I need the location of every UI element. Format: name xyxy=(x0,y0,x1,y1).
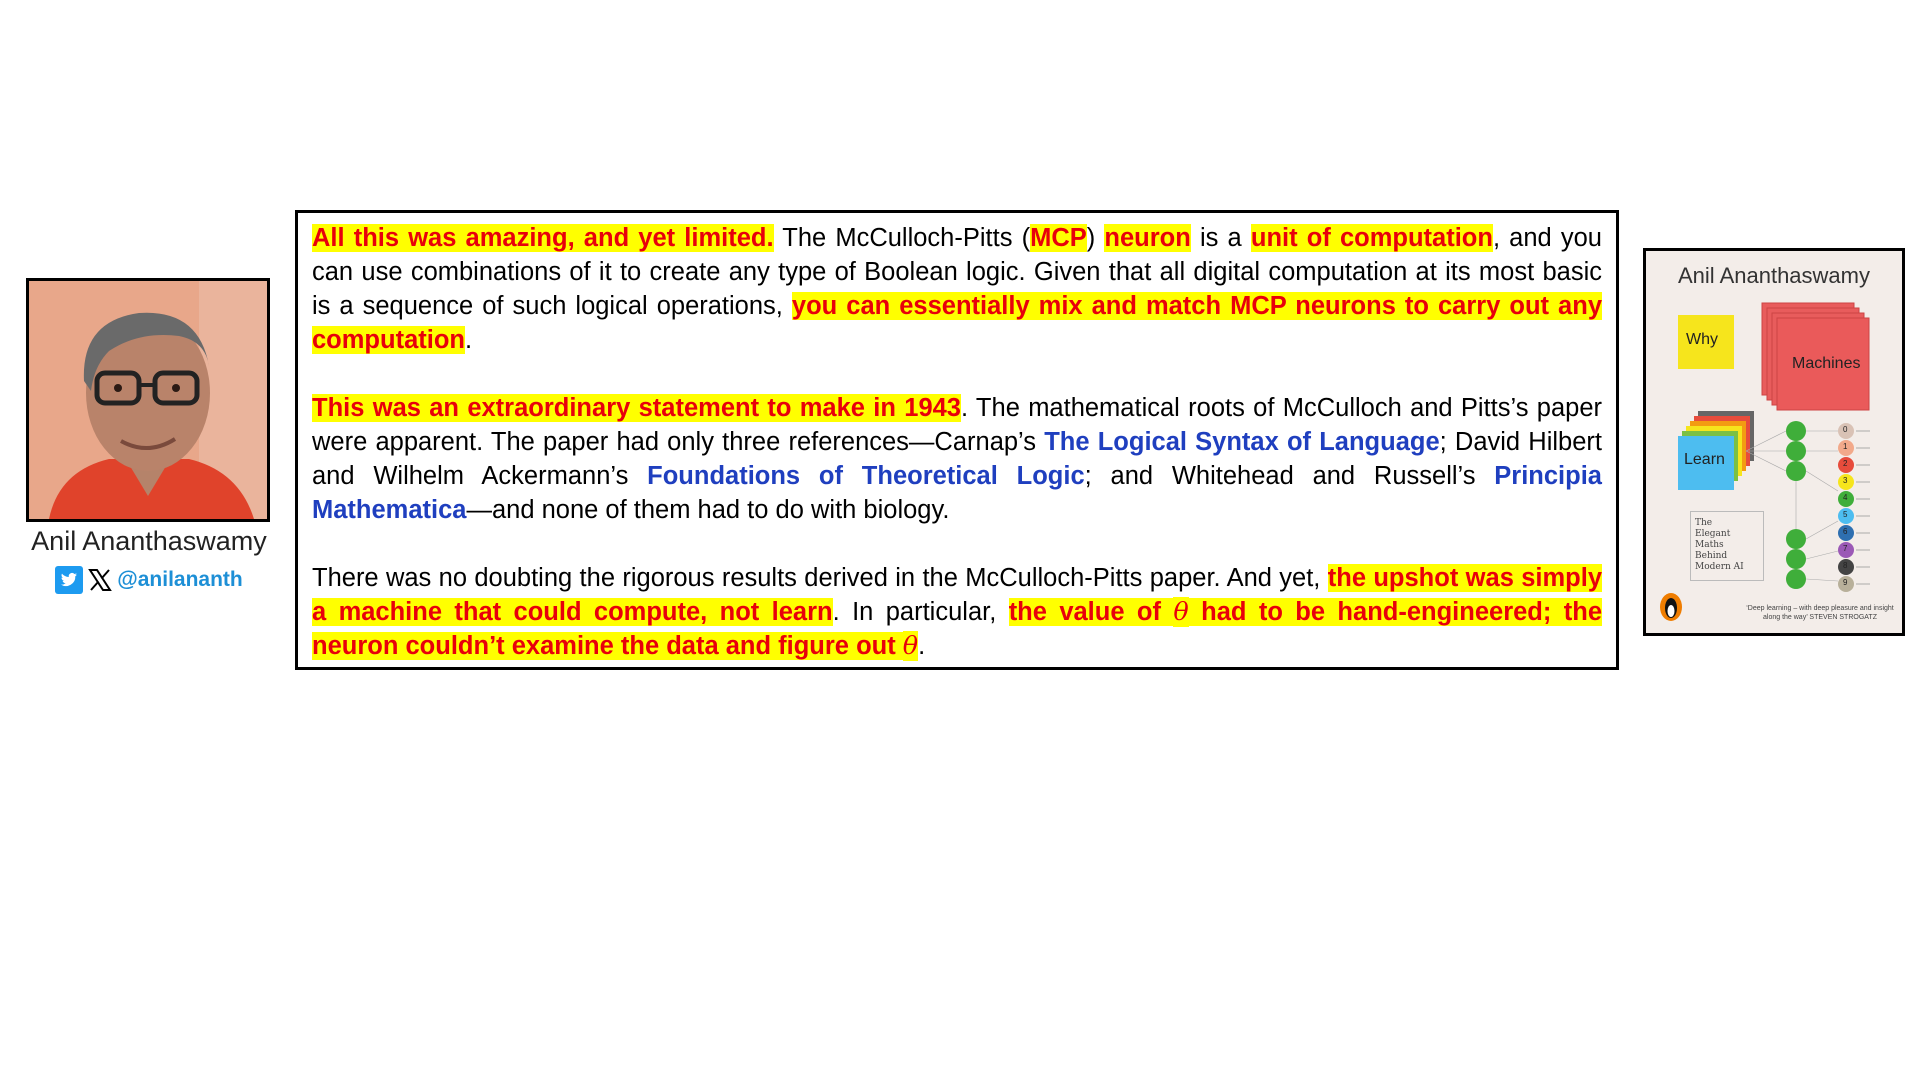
paragraph-2 xyxy=(312,391,1602,527)
text: . The mathematical roots of McCulloch and Pitts’s paper were apparent. The paper had only three references—Carnap’s xyxy=(312,394,1603,456)
book-author: Anil Ananthaswamy xyxy=(1678,263,1870,288)
book-word-learn: Learn xyxy=(1684,451,1725,468)
highlight: you can essentially mix and match MCP neurons to carry out any computation xyxy=(312,292,1602,354)
book-subtitle-line: Modern AI xyxy=(1695,562,1744,572)
book-word-why: Why xyxy=(1686,331,1718,348)
text: ) xyxy=(1086,224,1105,252)
x-icon[interactable] xyxy=(87,567,113,593)
text: , and you can use combinations of it to create any type of Boolean logic. Given that all digital computation at its most basic is a sequence of such logical operations, xyxy=(312,224,1602,320)
twitter-handle[interactable]: @anilananth xyxy=(117,568,243,591)
book-subtitle-line: Maths xyxy=(1695,540,1724,550)
theta-symbol: θ xyxy=(902,631,919,661)
paragraph-3 xyxy=(312,561,1602,663)
book-digit-label: 5 xyxy=(1843,510,1848,519)
author-photo xyxy=(26,278,270,522)
highlight: the value of xyxy=(1008,598,1174,626)
text: ; David Hilbert and Wilhelm Ackermann’s xyxy=(312,428,1602,490)
book-digit-label: 4 xyxy=(1843,493,1848,502)
author-name: Anil Ananthaswamy xyxy=(31,526,267,556)
penguin-icon xyxy=(1660,593,1682,621)
quote-box xyxy=(295,210,1619,670)
text: is a xyxy=(1190,224,1251,252)
book-title-reference: Principia Mathematica xyxy=(312,462,1602,524)
book-digit-label: 7 xyxy=(1843,544,1848,553)
book-digit-label: 3 xyxy=(1843,476,1848,485)
text: The McCulloch-Pitts ( xyxy=(773,224,1031,252)
text: There was no doubting the rigorous results derived in the McCulloch-Pitts paper. And yet, xyxy=(312,564,1328,592)
book-digit-label: 2 xyxy=(1843,459,1848,468)
highlight: had to be hand-engineered; the neuron couldn’t examine the data and figure out xyxy=(312,598,1602,660)
book-cover xyxy=(1643,248,1905,636)
highlight: MCP xyxy=(1030,224,1087,252)
book-title-reference: Foundations of Theoretical Logic xyxy=(647,462,1085,490)
book-digit-label: 6 xyxy=(1843,527,1848,536)
book-digit-label: 0 xyxy=(1843,425,1848,434)
book-digit-label: 8 xyxy=(1843,561,1848,570)
book-title-reference: The Logical Syntax of Language xyxy=(1044,428,1440,456)
book-word-machines: Machines xyxy=(1792,355,1861,372)
theta-symbol: θ xyxy=(1173,597,1189,627)
text: —and none of them had to do with biology. xyxy=(466,496,950,524)
highlight: unit of computation xyxy=(1250,224,1493,252)
text: . In particular, xyxy=(832,598,1009,626)
book-subtitle xyxy=(1690,511,1764,581)
highlight: neuron xyxy=(1104,224,1191,252)
book-subtitle-line: The xyxy=(1695,518,1713,528)
book-subtitle-line: Elegant xyxy=(1695,529,1731,539)
author-handle[interactable] xyxy=(10,566,288,594)
twitter-icon[interactable] xyxy=(55,566,83,594)
book-digit-label: 1 xyxy=(1843,442,1848,451)
book-cover-art xyxy=(1646,251,1902,633)
highlight: All this was amazing, and yet limited. xyxy=(312,224,774,252)
highlight: the upshot was simply a machine that could compute, not learn xyxy=(312,564,1603,626)
paragraph-1 xyxy=(312,221,1602,357)
book-subtitle-line: Behind xyxy=(1695,551,1728,561)
text: . xyxy=(465,326,473,354)
book-quote: ‘Deep learning – with deep pleasure and insight along the way’ STEVEN STROGATZ xyxy=(1746,605,1894,621)
book-digit-label: 9 xyxy=(1843,578,1848,587)
text: . xyxy=(918,632,926,660)
text: ; and Whitehead and Russell’s xyxy=(1084,462,1495,490)
highlight: This was an extraordinary statement to make in 1943 xyxy=(312,394,961,422)
